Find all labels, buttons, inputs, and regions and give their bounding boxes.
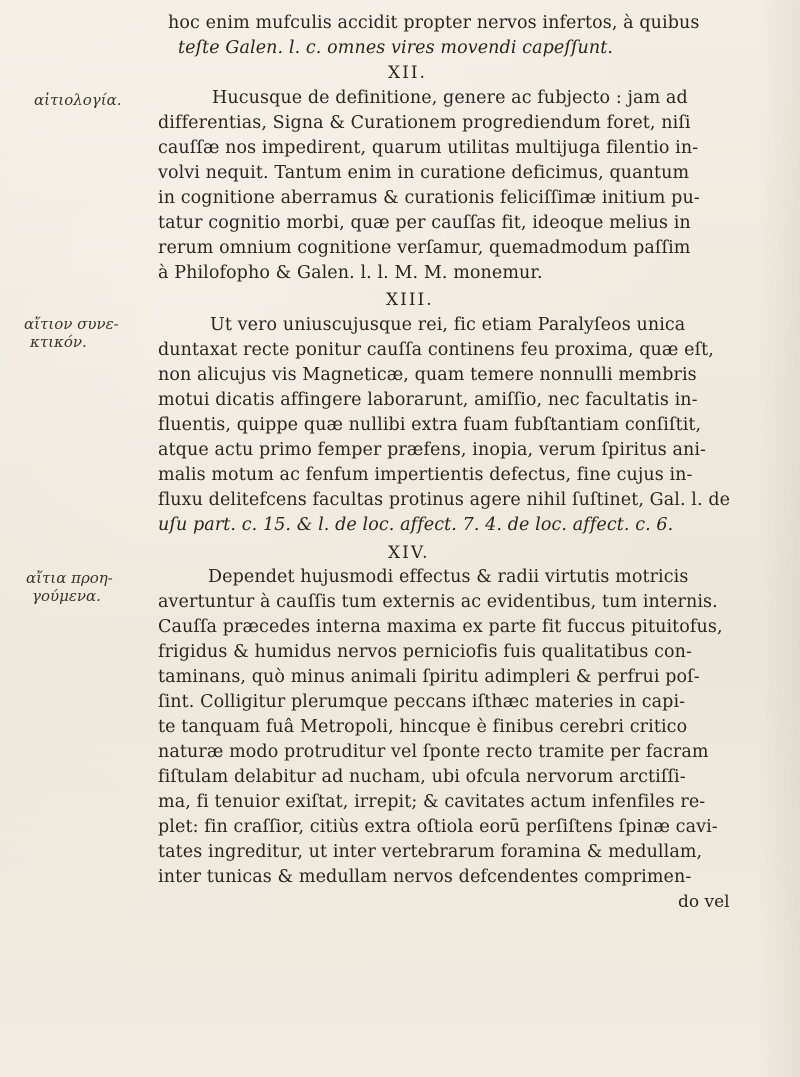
text-line: avertuntur à cauſſis tum externis ac evidentibus, tum internis. [158,592,718,612]
text-line: Dependet hujusmodi effectus & radii virtutis motricis [208,567,689,587]
text-line: motui dicatis affingere laborarunt, amiſſio, nec facultatis in- [158,390,698,410]
text-line: te tanquam fuâ Metropoli, hincque è finibus cerebri critico [158,717,688,737]
text-line: Cauſſa præcedes interna maxima ex parte fit fuccus pituitofus, [158,617,723,637]
text-line: inter tunicas & medullam nervos defcendentes comprimen- [158,867,692,887]
text-line: Ut vero uniuscujusque rei, fic etiam Paralyſeos unica [210,315,686,335]
text-line: Hucusque de definitione, genere ac fubjecto : jam ad [212,88,688,108]
margin-note: κτικόν. [30,333,87,351]
text-line: in cognitione aberramus & curationis feliciſſimæ initium pu- [158,188,700,208]
text-line: rerum omnium cognitione verſamur, quemadmodum paſſim [158,238,691,258]
text-line: teſte Galen. l. c. omnes vires movendi capeſſunt. [178,38,614,58]
text-line: à Philofopho & Galen. l. l. M. M. monemur. [158,263,543,283]
text-line: duntaxat recte ponitur cauſſa continens feu proxima, quæ eſt, [158,340,714,360]
text-line: malis motum ac fenfum impertientis defectus, fine cujus in- [158,465,693,485]
section-number: XII. [388,63,427,83]
margin-note: αἴτιον συνε- [24,315,119,333]
text-line: tatur cognitio morbi, quæ per cauſſas fit, ideoque melius in [158,213,691,233]
text-line: non alicujus vis Magneticæ, quam temere nonnulli membris [158,365,697,385]
text-line: fluentis, quippe quæ nullibi extra fuam fubſtantiam conſiſtit, [158,415,702,435]
text-line: ſint. Colligitur plerumque peccans iſthæc materies in capi- [158,692,686,712]
text-line: fluxu delitefcens facultas protinus agere nihil ſuſtinet, Gal. l. de [158,490,731,510]
text-line: differentias, Signa & Curationem progrediendum foret, niſi [158,113,691,133]
text-line: tates ingreditur, ut inter vertebrarum foramina & medullam, [158,842,703,862]
text-line: frigidus & humidus nervos perniciofis fuis qualitatibus con- [158,642,693,662]
text-line: atque actu primo femper præfens, inopia, verum ſpiritus ani- [158,440,707,460]
page-edge-shadow [758,0,800,1077]
margin-note: αἰτιολογία. [34,91,122,109]
text-line: taminans, quò minus animali ſpiritu adimpleri & perfrui poſ- [158,667,700,687]
margin-note: αἴτια προη- [26,569,113,587]
text-line: fiſtulam delabitur ad nucham, ubi ofcula nervorum arctiſſi- [158,767,686,787]
section-number: XIV. [388,543,430,563]
catchword: do vel [678,892,730,912]
text-line: uſu part. c. 15. & l. de loc. affect. 7. 4. de loc. affect. c. 6. [158,515,674,535]
text-line: ma, fi tenuior exiſtat, irrepit; & cavitates actum infenfiles re- [158,792,706,812]
text-line: hoc enim mufculis accidit propter nervos infertos, à quibus [168,13,700,33]
text-line: naturæ modo protruditur vel ſponte recto tramite per facram [158,742,709,762]
section-number: XIII. [386,290,434,310]
text-line: cauſſæ nos impedirent, quarum utilitas multijuga filentio in- [158,138,699,158]
text-line: plet: fin craſſior, citiùs extra oſtiola eorū perſiſtens ſpinæ cavi- [158,817,718,837]
margin-note: γούμενα. [32,587,101,605]
text-line: volvi nequit. Tantum enim in curatione deficimus, quantum [158,163,690,183]
